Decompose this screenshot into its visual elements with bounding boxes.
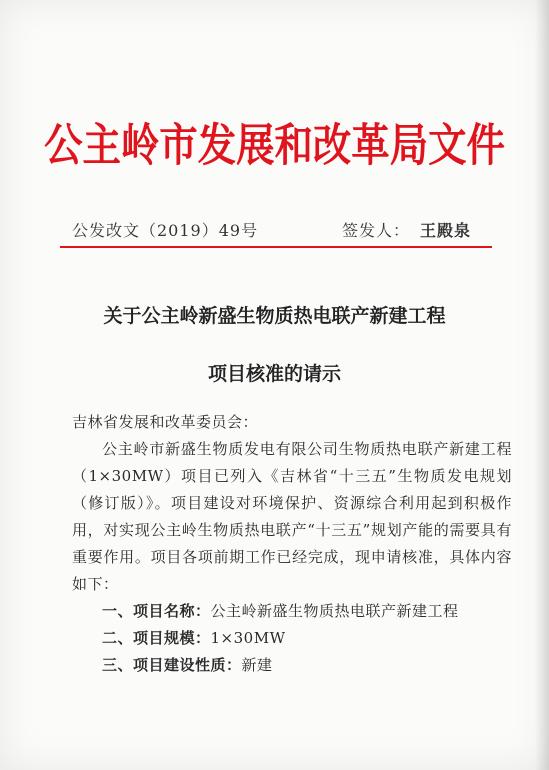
- list-item: [72, 652, 512, 679]
- subject-line-2: 项目核准的请示: [207, 363, 341, 385]
- subject-line-1: 关于公主岭新盛生物质热电联产新建工程: [103, 305, 446, 327]
- list-item: [72, 625, 512, 652]
- item-value: 新建: [241, 656, 273, 674]
- signer: [342, 218, 471, 241]
- document-body: [72, 409, 512, 679]
- document-number: 公发改文（2019）49号: [72, 221, 259, 240]
- signer-label: 签发人：: [342, 221, 411, 240]
- item-value: 1×30MW: [210, 629, 286, 647]
- item-label: 三、项目建设性质：: [102, 656, 242, 674]
- body-paragraph: 公主岭市新盛生物质发电有限公司生物质热电联产新建工程（1×30MW）项目已列入《吉林省“十三五”生物质发电规划（修订版）》。项目建设对环境保护、资源综合利用起到积极作用，对实现公主岭生物质热电联产“十三五”规划产能的需要具有重要作用。项目各项前期工作已经完成，现申请核准，具体内容如下：: [72, 440, 512, 593]
- item-label: 二、项目规模：: [102, 629, 211, 647]
- salutation: 吉林省发展和改革委员会：: [72, 413, 259, 431]
- list-item: [72, 598, 512, 625]
- item-value: 公主岭新盛生物质热电联产新建工程: [210, 602, 459, 620]
- item-label: 一、项目名称：: [102, 602, 211, 620]
- red-divider-line: [60, 246, 492, 248]
- signer-name: 王殿泉: [420, 221, 472, 240]
- agency-title: 公主岭市发展和改革局文件: [44, 119, 505, 172]
